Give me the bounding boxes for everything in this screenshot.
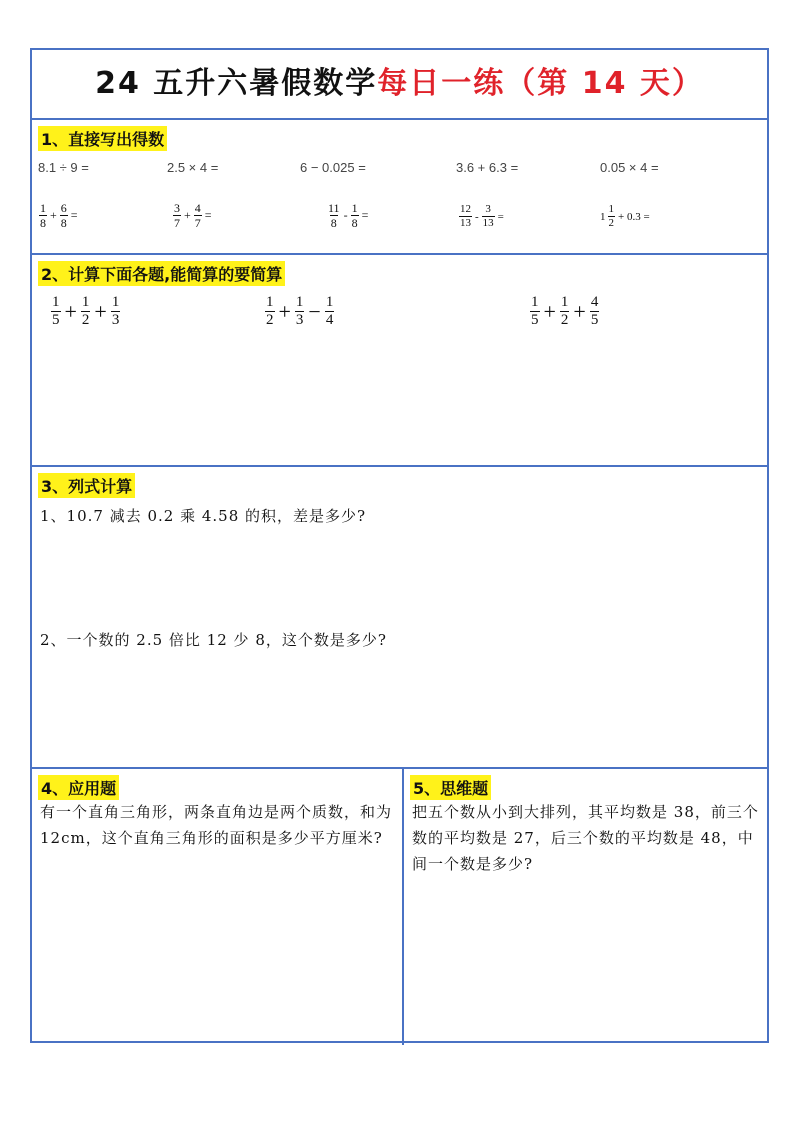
- section-1-heading: 1、直接写出得数: [38, 126, 167, 151]
- section-1: [32, 120, 767, 255]
- section-5-text: 把五个数从小到大排列，其平均数是 38，前三个数的平均数是 27，后三个数的平均数是 48，中间一个数是多少?: [412, 803, 759, 873]
- section-2-heading: 2、计算下面各题,能简算的要简算: [38, 261, 285, 286]
- bottom-row: [32, 769, 767, 1045]
- title-black: 24 五升六暑假数学: [95, 66, 378, 101]
- calc-item: 3.6 + 6.3 =: [456, 160, 519, 175]
- section-5: [404, 769, 767, 1045]
- section-2: [32, 255, 767, 467]
- fraction-expression: $\frac{12}{13}$ - $\frac{3}{13}$ =: [460, 203, 504, 229]
- section-3: [32, 467, 767, 769]
- fraction-expression: $\frac{1}{8}$ + $\frac{6}{8}$ =: [40, 201, 78, 230]
- fraction-expression: $\frac{1}{5}$ + $\frac{1}{2}$ + $\frac{1}{3}$: [52, 294, 120, 328]
- section-4: [32, 769, 404, 1045]
- fraction-expression: $\frac{11}{8}$ - $\frac{1}{8}$ =: [328, 201, 369, 230]
- section-4-heading: 4、应用题: [38, 775, 119, 800]
- fraction-expression: $\frac{3}{7}$ + $\frac{4}{7}$ =: [174, 201, 212, 230]
- section-5-heading: 5、思维题: [410, 775, 491, 800]
- section-4-text: 有一个直角三角形，两条直角边是两个质数，和为 12cm，这个直角三角形的面积是多少平方厘米?: [40, 803, 393, 847]
- calc-item: 8.1 ÷ 9 =: [38, 160, 89, 175]
- calc-item: 6 − 0.025 =: [300, 160, 366, 175]
- title-row: [32, 50, 767, 120]
- question-1: 1、10.7 减去 0.2 乘 4.58 的积，差是多少?: [40, 507, 367, 525]
- calc-item: 2.5 × 4 =: [167, 160, 219, 175]
- title-red: 每日一练（第 14 天）: [377, 66, 704, 101]
- calc-item: 0.05 × 4 =: [600, 160, 659, 175]
- question-2: 2、一个数的 2.5 倍比 12 少 8，这个数是多少?: [40, 631, 387, 649]
- section-3-heading: 3、列式计算: [38, 473, 135, 498]
- fraction-expression: 1 $\frac{1}{2}$ + 0.3 =: [600, 203, 650, 229]
- fraction-expression: $\frac{1}{5}$ + $\frac{1}{2}$ + $\frac{4}{5}$: [531, 294, 599, 328]
- fraction-expression: $\frac{1}{2}$ + $\frac{1}{3}$ − $\frac{1}{4}$: [266, 294, 334, 328]
- worksheet: [30, 48, 769, 1043]
- page-title: [32, 50, 767, 118]
